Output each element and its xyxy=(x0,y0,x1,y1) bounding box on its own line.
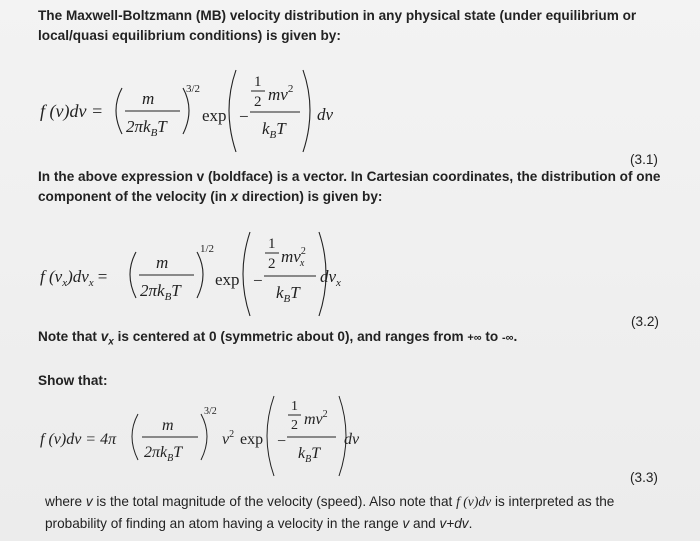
eq1-denominator: $2\pi k_BT$ xyxy=(126,117,167,139)
cartesian-line-1: In the above expression v (boldface) is a vector. In Cartesian coordinates, the distribution of one xyxy=(38,169,661,184)
eq1-minus: − xyxy=(239,107,249,126)
eq3-lhs: f (v)dv = 4π xyxy=(40,431,117,448)
closing-line-1: where v is the total magnitude of the velocity (speed). Also note that f (v)dv is interpreted as the xyxy=(45,494,615,509)
eq2-exp: exp xyxy=(215,270,240,289)
eq2-mvx2: $mv^2$ x xyxy=(281,246,306,269)
closing-line-2: probability of finding an atom having a velocity in the range v and v+dv. xyxy=(45,516,473,531)
eq3-v2: $v^2$ xyxy=(222,429,235,448)
eq1-lhs: f (v)dv = xyxy=(40,101,104,121)
equation-3-3 xyxy=(0,388,700,480)
eq1-number: (3.1) xyxy=(630,152,658,167)
eq3-numerator: m xyxy=(162,417,174,434)
cartesian-paragraph xyxy=(38,167,678,207)
eq1-exp-paren-left xyxy=(229,70,236,152)
eq2-exp-paren-left xyxy=(243,232,250,316)
eq2-paren-right xyxy=(197,252,203,298)
eq2-minus: − xyxy=(253,271,263,290)
eq2-dv: $dv_x$ xyxy=(320,267,341,289)
equation-3-1 xyxy=(0,60,700,160)
eq2-paren-left xyxy=(130,252,136,298)
eq1-paren-left xyxy=(116,88,122,134)
intro-line-1: The Maxwell-Boltzmann (MB) velocity distribution in any physical state (under equilibrium or xyxy=(38,8,637,23)
closing-paragraph xyxy=(45,491,685,535)
eq2-denominator: $2\pi k_BT$ xyxy=(140,281,181,303)
eq3-minus: − xyxy=(277,433,287,450)
eq1-frac-two: 2 xyxy=(254,94,262,110)
equation-3-2 xyxy=(0,224,700,320)
eq3-paren-left xyxy=(132,414,138,460)
eq3-dv: dv xyxy=(344,431,360,448)
eq3-denominator: $2\pi k_BT$ xyxy=(144,444,183,464)
eq3-kbt: $k_BT$ xyxy=(298,445,321,465)
eq1-mv2: $mv^2$ xyxy=(268,83,294,104)
eq3-mv2: $mv^2$ xyxy=(304,409,328,428)
eq1-kbt: $k_BT$ xyxy=(262,119,286,141)
eq3-number: (3.3) xyxy=(630,470,658,485)
eq1-power: 3/2 xyxy=(186,83,201,95)
eq3-power: 3/2 xyxy=(204,406,217,417)
eq1-exp: exp xyxy=(202,106,227,125)
eq3-frac-one: 1 xyxy=(291,399,298,414)
eq1-dv: dv xyxy=(317,105,334,124)
eq1-frac-one: 1 xyxy=(254,74,262,90)
eq2-kbt: $k_BT$ xyxy=(276,283,300,305)
eq3-paren-right xyxy=(201,414,207,460)
intro-paragraph xyxy=(38,6,678,46)
note-paragraph: Note that $v_x$ is centered at 0 (symmetric about 0), and ranges from +∞ to -∞. xyxy=(38,329,518,348)
show-that-label: Show that: xyxy=(38,373,108,388)
eq2-number: (3.2) xyxy=(631,314,659,329)
eq3-exp-paren-left xyxy=(267,396,274,476)
eq2-frac-two: 2 xyxy=(268,256,276,272)
eq2-frac-one: 1 xyxy=(268,236,276,252)
eq3-frac-two: 2 xyxy=(291,418,298,433)
eq1-numerator: m xyxy=(142,89,155,108)
eq2-power: 1/2 xyxy=(200,243,215,255)
eq1-exp-paren-right xyxy=(303,70,310,152)
cartesian-line-2: component of the velocity (in x direction) is given by: xyxy=(38,189,383,204)
eq3-exp: exp xyxy=(240,431,264,448)
intro-line-2: local/quasi equilibrium conditions) is given by: xyxy=(38,28,341,43)
eq2-lhs: f $(v_x)dv_x$ = xyxy=(40,267,108,289)
eq2-numerator: m xyxy=(156,253,169,272)
